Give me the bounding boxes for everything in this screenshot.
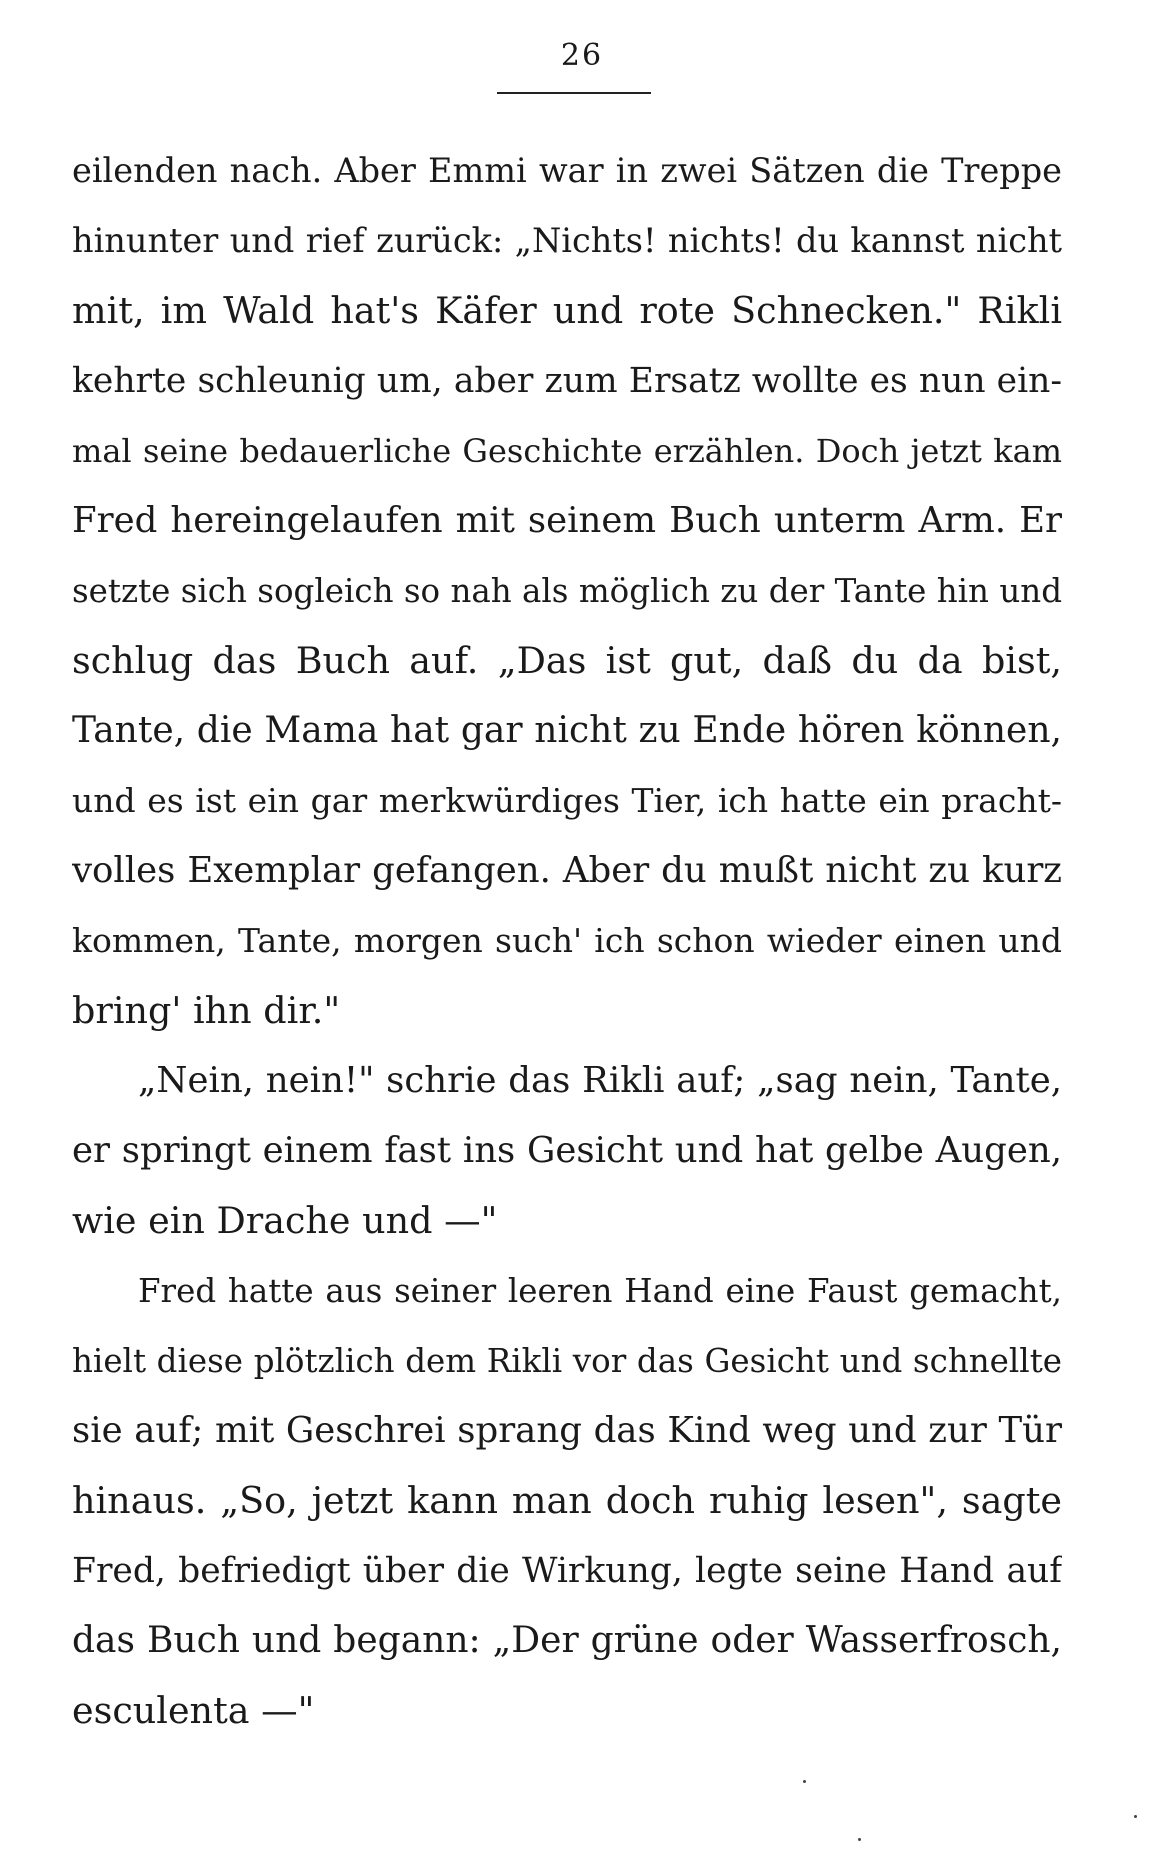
text-line: „Nein, nein!" schrie das Rikli auf; „sag nein, Tante, — [138, 1060, 1062, 1101]
text-line: Fred hatte aus seiner leeren Hand eine Faust gemacht, — [138, 1272, 1062, 1310]
text-line: kommen, Tante, morgen such' ich schon wieder einen und — [72, 921, 1062, 960]
text-line: und es ist ein gar merkwürdiges Tier, ich hatte ein pracht- — [72, 781, 1062, 820]
print-speck — [1134, 1815, 1137, 1818]
print-speck — [858, 1838, 861, 1841]
body-text — [72, 136, 1062, 1746]
text-line: volles Exemplar gefangen. Aber du mußt nicht zu kurz — [72, 850, 1062, 891]
text-line: das Buch und begann: „Der grüne oder Wasserfrosch, — [72, 1620, 1062, 1661]
text-line: mit, im Wald hat's Käfer und rote Schnecken." Rikli — [72, 289, 1062, 332]
print-speck — [803, 1780, 806, 1783]
text-line: kehrte schleunig um, aber zum Ersatz wollte es nun ein- — [72, 361, 1062, 401]
text-line: Fred, befriedigt über die Wirkung, legte seine Hand auf — [72, 1551, 1062, 1591]
text-line: setzte sich sogleich so nah als möglich zu der Tante hin und — [72, 572, 1062, 610]
text-line: sie auf; mit Geschrei sprang das Kind weg und zur Tür — [72, 1410, 1062, 1451]
text-line: Tante, die Mama hat gar nicht zu Ende hören können, — [72, 710, 1062, 751]
text-line: wie ein Drache und —" — [72, 1199, 498, 1242]
text-line: hinunter und rief zurück: „Nichts! nichts! du kannst nicht — [72, 221, 1062, 260]
text-line: eilenden nach. Aber Emmi war in zwei Sätzen die Treppe — [72, 151, 1062, 190]
text-line: bring' ihn dir." — [72, 989, 341, 1032]
text-line: schlug das Buch auf. „Das ist gut, daß du da bist, — [72, 639, 1062, 682]
text-line: er springt einem fast ins Gesicht und hat gelbe Augen, — [72, 1130, 1062, 1171]
text-line: hielt diese plötzlich dem Rikli vor das Gesicht und schnellte — [72, 1342, 1062, 1380]
text-line: hinaus. „So, jetzt kann man doch ruhig lesen", sagte — [72, 1479, 1062, 1522]
header-rule — [497, 92, 651, 94]
text-line: mal seine bedauerliche Geschichte erzählen. Doch jetzt kam — [72, 432, 1062, 470]
text-line: Fred hereingelaufen mit seinem Buch unterm Arm. Er — [72, 500, 1062, 541]
page-number: 26 — [560, 38, 604, 73]
text-line: esculenta —" — [72, 1689, 315, 1732]
